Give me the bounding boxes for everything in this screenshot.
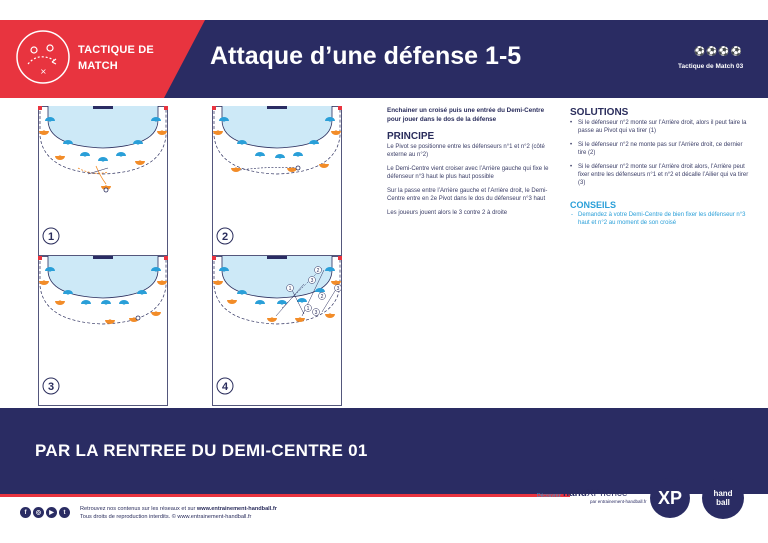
footer-line1 (80, 506, 277, 512)
principe-paragraph: Les joueurs jouent alors le 3 contre 2 à droite (387, 210, 508, 216)
instagram-icon[interactable]: ◎ (33, 507, 44, 518)
footer-site-link[interactable]: www.entrainement-handball.fr (196, 506, 277, 512)
difficulty-rating: ⚽⚽⚽⚽ (694, 46, 743, 56)
conseil-item: - Demandez à votre Demi-Centre de bien fixer les défenseur n°3 haut et n°2 au moment de son croisé (570, 211, 752, 227)
solutions-title: SOLUTIONS (570, 107, 629, 118)
handxp-by: par entrainement-handball.fr (590, 499, 647, 504)
option-label: 1 (306, 306, 310, 312)
solution-item: • Si le défenseur n°2 ne monte pas sur l’Arrière droit, ce dernier tire (2) (570, 141, 752, 157)
principe-paragraph: Sur la passe entre l’Arrière gauche et l’Arrière droit, le Demi-Centre entre en 2e Pivot dans le dos du défenseur n°3 haut (387, 188, 548, 202)
conseils-title: CONSEILS (570, 200, 617, 210)
decouvrez-label: Découvrez (537, 493, 561, 499)
brand-line2: MATCH (78, 60, 118, 72)
footer-line1-prefix: Retrouvez nos contenus sur les réseaux et sur (80, 506, 197, 512)
bottom-accent-line (0, 494, 570, 497)
option-label: 3 (310, 278, 314, 284)
diagram-number: 4 (221, 381, 229, 393)
facebook-icon[interactable]: f (20, 507, 31, 518)
handball-logo (702, 477, 744, 519)
handxp-xp: XPrience (586, 488, 628, 499)
social-links (20, 507, 70, 518)
diagram-1 (38, 106, 168, 256)
svg-text:×: × (40, 67, 47, 76)
option-label: 2 (316, 268, 320, 274)
bottom-title: PAR LA RENTREE DU DEMI-CENTRE 01 (35, 441, 368, 460)
option-label: 3 (336, 286, 340, 292)
principe-title: PRINCIPE (387, 131, 435, 142)
brand-line1: TACTIQUE DE (78, 44, 154, 56)
diagram-4 (212, 256, 342, 406)
handxp-hand: hand (563, 488, 587, 499)
footer-copyright: Tous droits de reproduction interdits. © www.entrainement-handball.fr (80, 514, 252, 520)
twitter-icon[interactable]: t (59, 507, 70, 518)
diagram-number: 3 (47, 381, 55, 393)
option-label: 1 (288, 286, 292, 292)
diagram-2 (212, 106, 342, 256)
solution-item: • Si le défenseur n°2 monte sur l’Arrière droit alors, l’Arrière peut fixer entre les défenseurs n°1 et n°2 et décalle l’Ailier qui va tirer (3) (570, 163, 752, 187)
diagram-number: 2 (221, 231, 229, 243)
solution-item: • Si le défenseur n°2 monte sur l’Arrière droit, alors il peut faire la passe au Pivot qui va tirer (1) (570, 119, 752, 135)
principe-paragraph: Le Pivot se positionne entre les défenseurs n°1 et n°2 (côté externe au n°2) (387, 144, 545, 158)
page-title: Attaque d’une défense 1-5 (210, 42, 522, 70)
tactics-board-icon (14, 28, 72, 86)
intro-text: Enchainer un croisé puis une entrée du Demi-Centre pour jouer dans le dos de la défense (387, 107, 545, 123)
option-label: 3 (314, 310, 318, 316)
handball-logo-top: hand (713, 489, 733, 498)
diagram-3 (38, 256, 168, 406)
conseils-list (570, 211, 752, 227)
handxp-brand (563, 488, 627, 499)
option-label: 2 (320, 294, 324, 300)
solutions-list (570, 119, 752, 193)
principe-paragraph: Le Demi-Centre vient croiser avec l’Arrière gauche qui fixe le défenseur n°3 haut le plus haut possible (387, 166, 549, 180)
handball-logo-bottom: ball (716, 498, 730, 507)
principe-body (387, 143, 559, 223)
youtube-icon[interactable]: ▶ (46, 507, 57, 518)
xp-logo: XP (650, 478, 690, 518)
diagram-number: 1 (47, 231, 55, 243)
header-subtitle: Tactique de Match 03 (678, 63, 744, 70)
